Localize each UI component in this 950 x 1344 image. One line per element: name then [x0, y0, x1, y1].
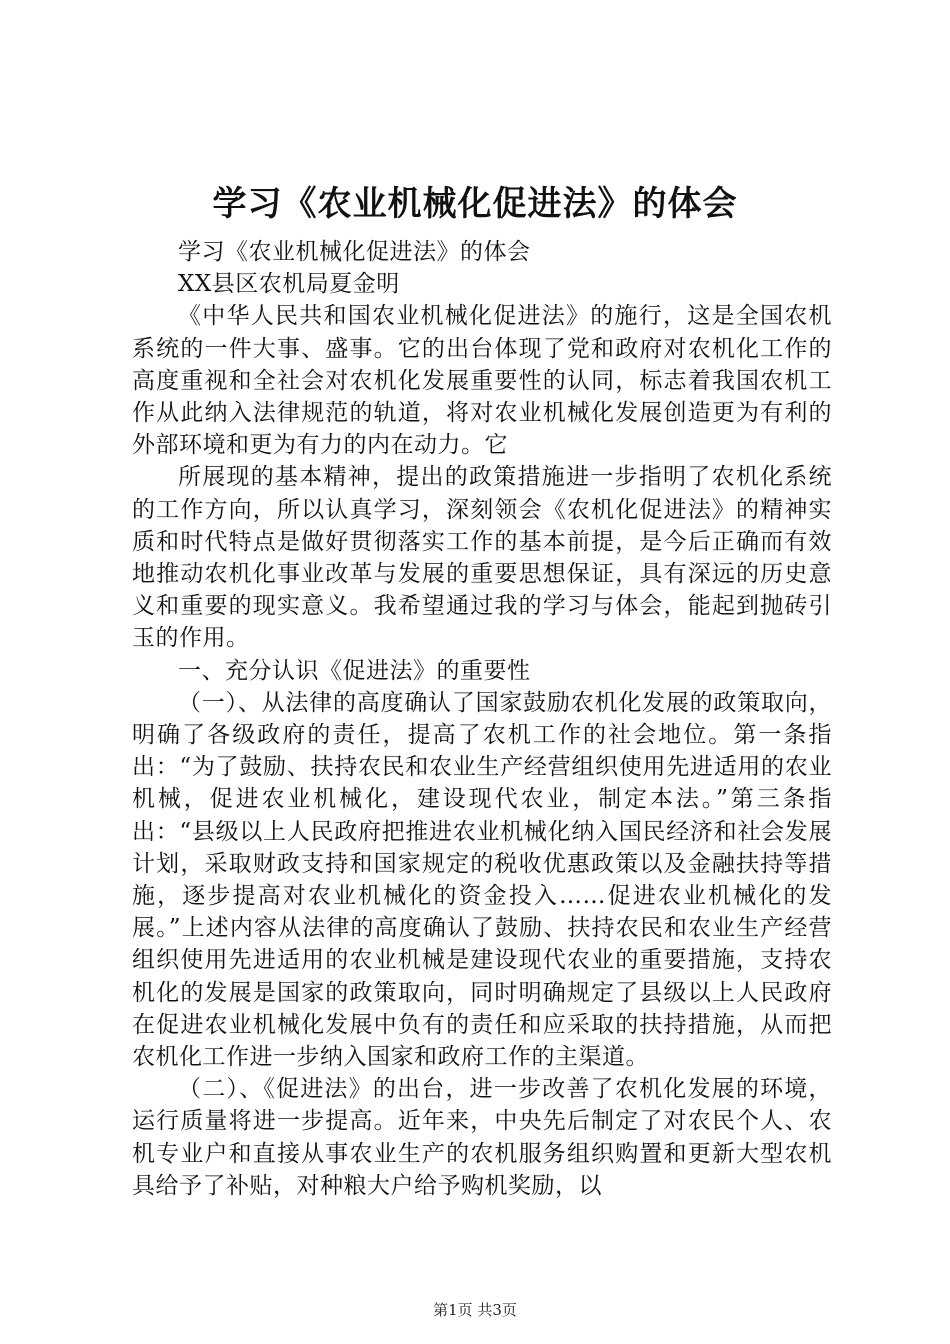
section-heading: 一、充分认识《促进法》的重要性: [178, 657, 531, 684]
body-paragraph: （二）、《促进法》的出台，进一步改善了农机化发展的环境，运行质量将进一步提高。近年来，中央先后制定了对农民个人、农机专业户和直接从事农业生产的农机服务组织购置和更新大型农机具给予了补贴，对种粮大户给予购机奖励，以: [132, 1076, 832, 1199]
document-title: 学习《农业机械化促进法》的体会: [212, 184, 738, 224]
body-paragraph: （一）、从法律的高度确认了国家鼓励农机化发展的政策取向，明确了各级政府的责任，提高了农机工作的社会地位。第一条指出：“为了鼓励、扶持农民和农业生产经营组织使用先进适用的农业机械，促进农业机械化，建设现代农业，制定本法。”第三条指出：“县级以上人民政府把推进农业机械化纳入国民经济和社会发展计划，采取财政支持和国家规定的税收优惠政策以及金融扶持等措施，逐步提高对农业机械化的资金投入……促进农业机械化的发展。”上述内容从法律的高度确认了鼓励、扶持农民和农业生产经营组织使用先进适用的农业机械是建设现代农业的重要措施，支持农机化的发展是国家的政策取向，同时明确规定了县级以上人民政府在促进农业机械化发展中负有的责任和应采取的扶持措施，从而把农机化工作进一步纳入国家和政府工作的主渠道。: [132, 689, 832, 1071]
body-paragraph: 所展现的基本精神，提出的政策措施进一步指明了农机化系统的工作方向，所以认真学习，深刻领会《农机化促进法》的精神实质和时代特点是做好贯彻落实工作的基本前提，是今后正确而有效地推动农机化事业改革与发展的重要思想保证，具有深远的历史意义和重要的现实意义。我希望通过我的学习与体会，能起到抛砖引玉的作用。: [132, 464, 832, 652]
document-body: [132, 236, 832, 1202]
subtitle-paragraph: 学习《农业机械化促进法》的体会: [178, 239, 531, 265]
author-line: XX县区农机局夏金明: [178, 271, 400, 298]
body-paragraph: 《中华人民共和国农业机械化促进法》的施行，这是全国农机系统的一件大事、盛事。它的出台体现了党和政府对农机化工作的高度重视和全社会对农机化发展重要性的认同，标志着我国农机工作从此纳入法律规范的轨道，将对农业机械化发展创造更为有利的外部环境和更为有力的内在动力。它: [132, 303, 832, 459]
page-number-footer: 第1页 共3页: [433, 1301, 517, 1319]
